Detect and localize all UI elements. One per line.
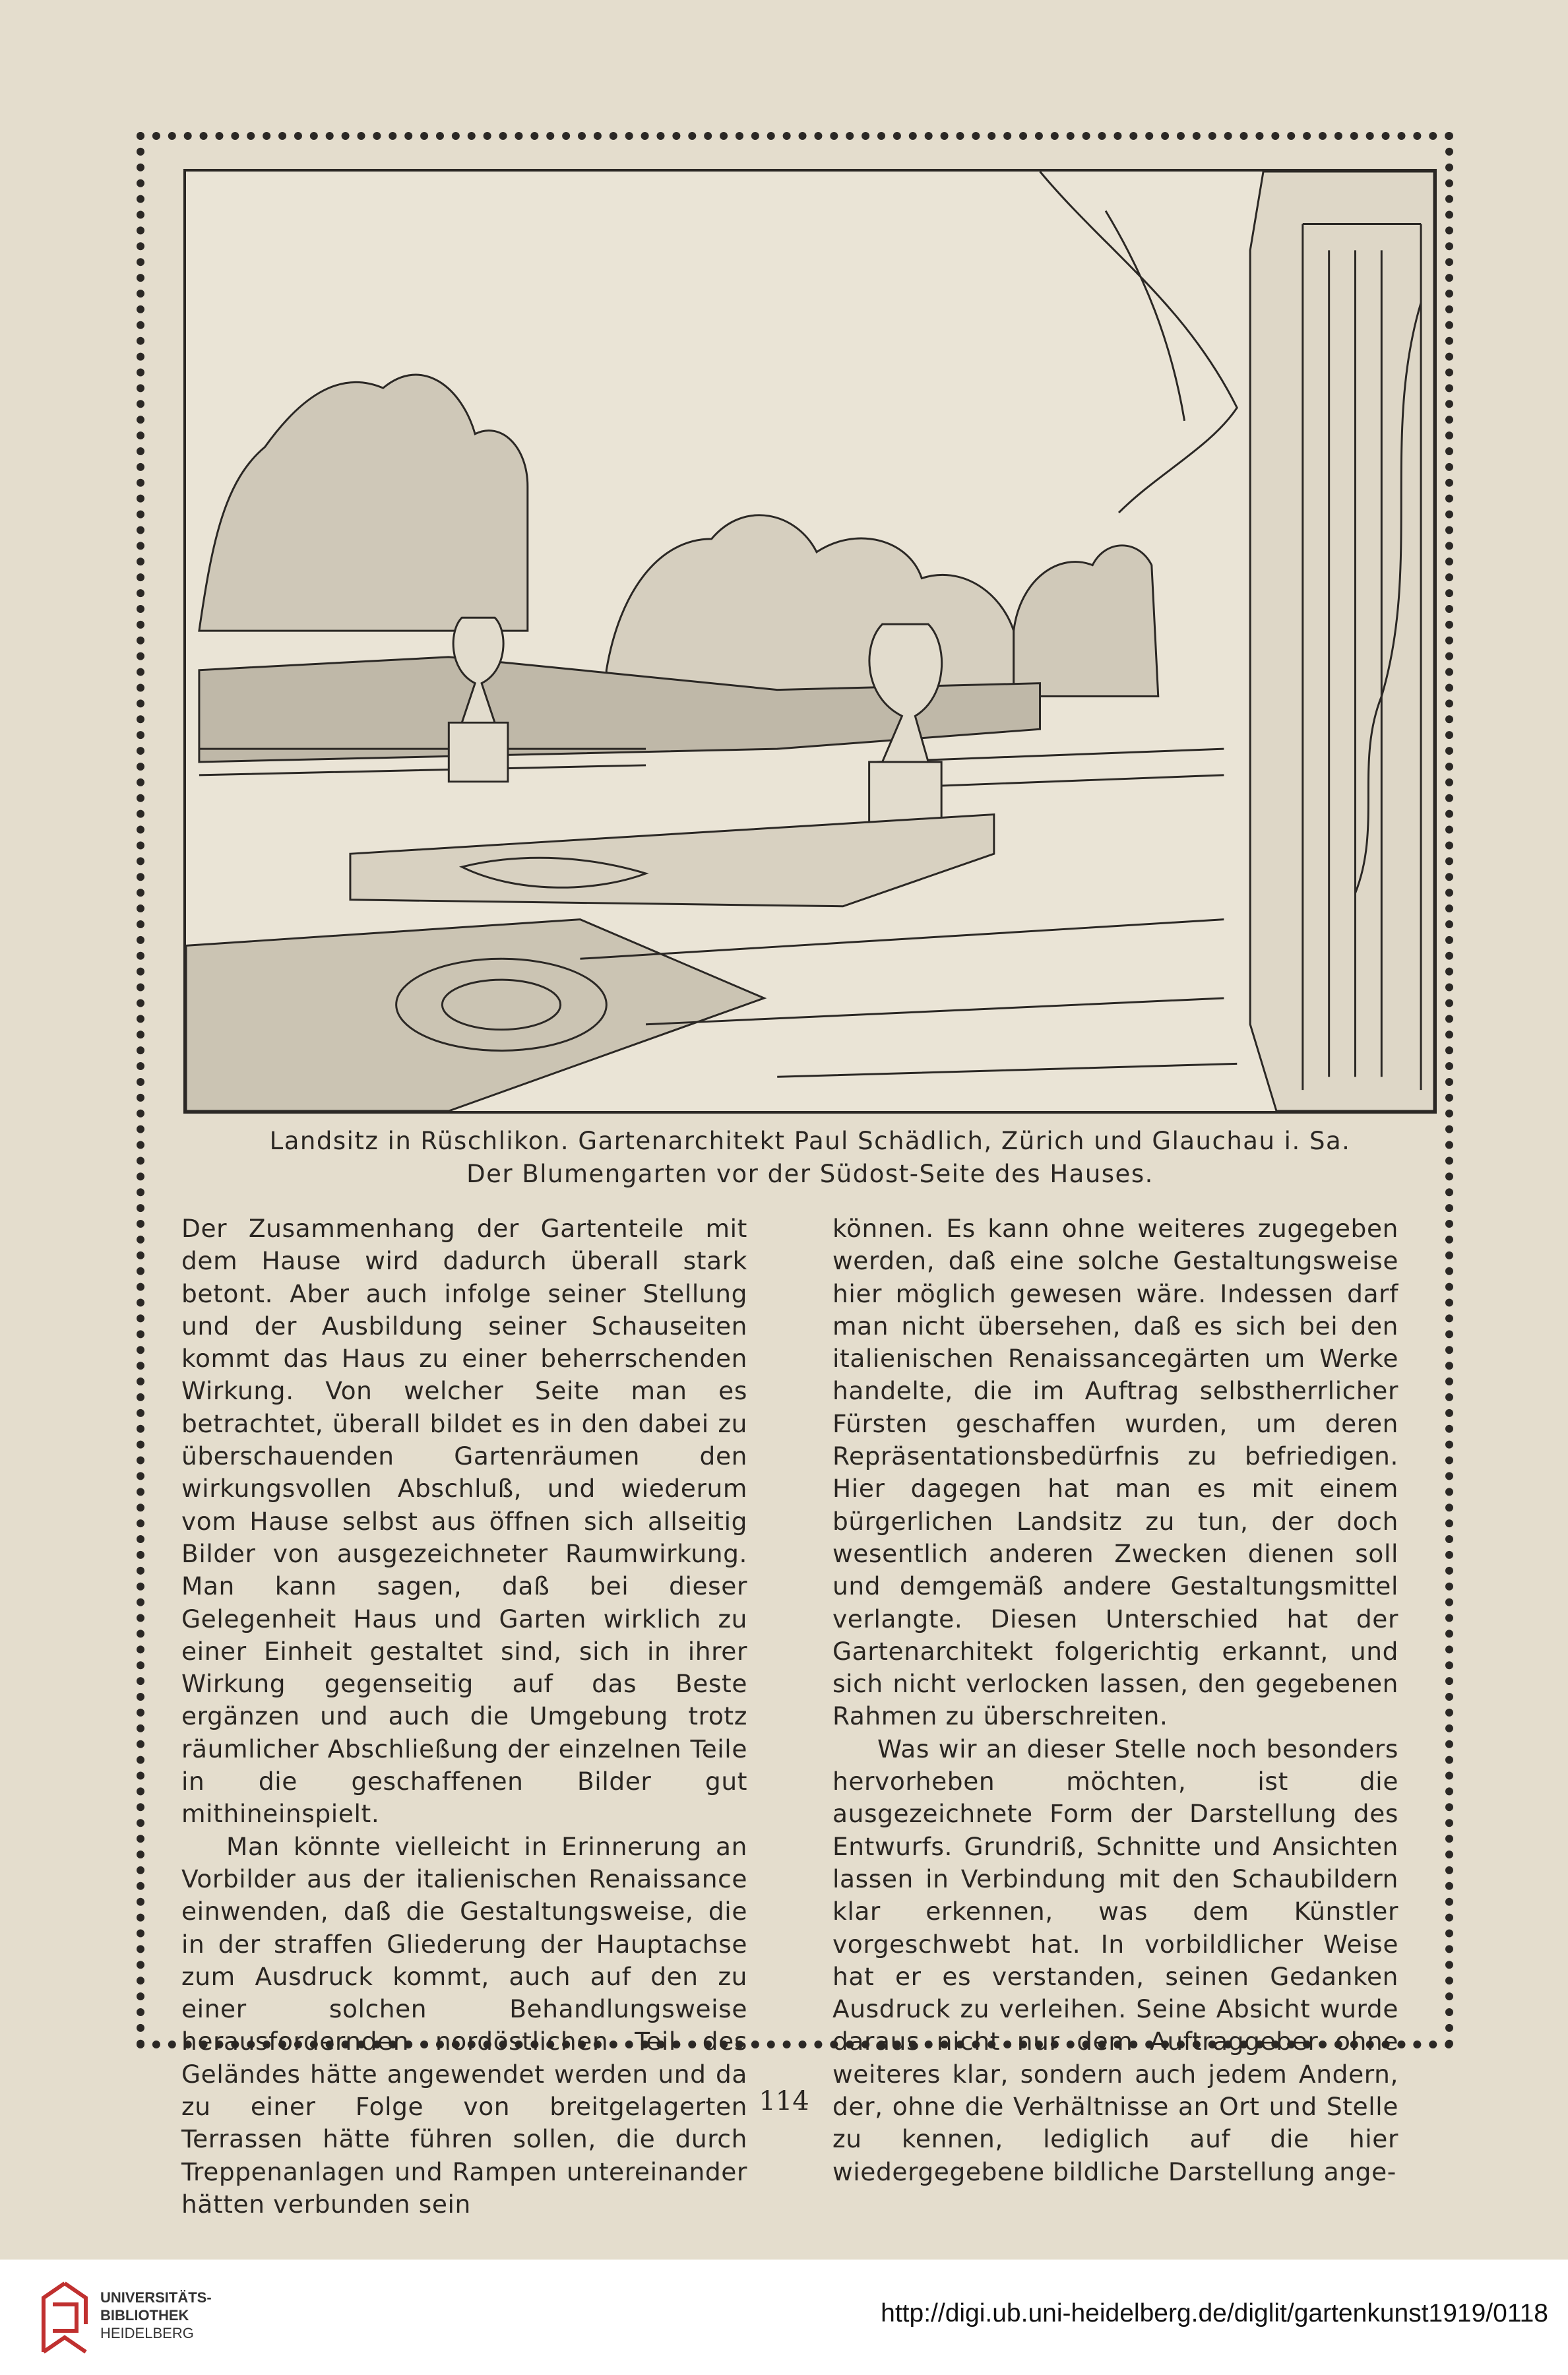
- source-url-link[interactable]: http://digi.ub.uni-heidelberg.de/diglit/gartenkunst1919/0118: [881, 2299, 1548, 2328]
- page-number: 114: [759, 2086, 809, 2116]
- house-facade: [1250, 172, 1434, 1111]
- library-name-line: BIBLIOTHEK: [100, 2307, 189, 2324]
- text-column-right: [832, 1213, 1398, 2186]
- paragraph: Was wir an dieser Stelle noch besonders hervorheben möchten, ist die ausgezeichnete Form der Darstellung des Entwurfs. Grundriß, Schnitte und Ansichten lassen in Verbindung mit den Schaubildern klar erkennen, was dem Künstler vorgeschwebt hat. In vorbildlicher Weise hat er es verstanden, seinen Gedanken Ausdruck zu verleihen. Seine Absicht wurde daraus nicht nur dem Auftraggeber ohne weiteres klar, sondern auch jedem Andern, der, ohne die Verhältnisse an Ort und Stelle zu kennen, lediglich auf die hier wiedergegebene bildliche Darstellung ange-: [832, 1734, 1398, 2186]
- figure-caption: [183, 1125, 1437, 1191]
- garden-illustration: [183, 169, 1437, 1114]
- library-name-line: UNIVERSITÄTS-: [100, 2289, 212, 2306]
- text-column-left: [181, 1213, 747, 2219]
- tree-mass-right: [1014, 546, 1158, 697]
- tree-mass-left: [199, 375, 528, 631]
- vine-top: [1040, 172, 1238, 513]
- garden-drawing: [186, 172, 1434, 1111]
- footer-bar: [0, 2260, 1568, 2375]
- library-name: [100, 2289, 212, 2342]
- tree-mass-center: [606, 515, 1013, 697]
- paragraph: Der Zusammenhang der Gartenteile mit dem Hause wird dadurch überall stark betont. Aber auch infolge seiner Stellung und der Ausbildung seiner Schauseiten kommt das Haus zu einer beherrschenden Wirkung. Von welcher Seite man es betrachtet, überall bildet es in den dabei zu überschauenden Gartenräumen den wirkungsvollen Abschluß, und wiederum vom Hause selbst aus öffnen sich allseitig Bilder von ausgezeichneter Raumwirkung. Man kann sagen, daß bei dieser Gelegenheit Haus und Garten wirklich zu einer Einheit gestaltet sind, sich in ihrer Wirkung gegenseitig auf das Beste ergänzen und auch die Umgebung trotz räumlicher Abschließung der einzelnen Teile in die geschaffenen Bilder gut mithineinspielt.: [181, 1214, 747, 1829]
- parterre-upper: [350, 815, 994, 906]
- paragraph: Man könnte vielleicht in Erinnerung an Vorbilder aus der italienischen Renaissance einwenden, daß die Gestaltungsweise, die in der straffen Gliederung der Hauptachse zum Ausdruck kommt, auch auf den zu einer solchen Behandlungsweise herausfordernden nordöstlichen Teil des Geländes hätte angewendet werden und da zu einer Folge von breitgelagerten Terrassen hätte führen sollen, die durch Treppenanlagen und Rampen untereinander hätten verbunden sein: [181, 1831, 747, 2219]
- caption-line-2: Der Blumengarten vor der Südost-Seite des Hauses.: [466, 1160, 1154, 1188]
- paragraph: können. Es kann ohne weiteres zugegeben werden, daß eine solche Gestaltungsweise hier möglich gewesen wäre. Indessen darf man nicht übersehen, daß es sich bei den italienischen Renaissancegärten um Werke handelte, die im Auftrag selbstherrlicher Fürsten geschaffen wurden, um deren Repräsentationsbedürfnis zu befriedigen. Hier dagegen hat man es mit einem bürgerlichen Landsitz zu tun, der doch wesentlich anderen Zwecken dienen soll und demgemäß andere Gestaltungsmittel verlangte. Diesen Unterschied hat der Gartenarchitekt folgerichtig erkannt, und sich nicht verlocken lassen, den gegebenen Rahmen zu überschreiten.: [832, 1214, 1398, 1731]
- caption-line-1: Landsitz in Rüschlikon. Gartenarchitekt Paul Schädlich, Zürich und Glauchau i. Sa.: [269, 1127, 1351, 1155]
- parterre-lower: [186, 920, 764, 1111]
- library-name-line: HEIDELBERG: [100, 2325, 194, 2341]
- library-logo-icon: [38, 2278, 91, 2357]
